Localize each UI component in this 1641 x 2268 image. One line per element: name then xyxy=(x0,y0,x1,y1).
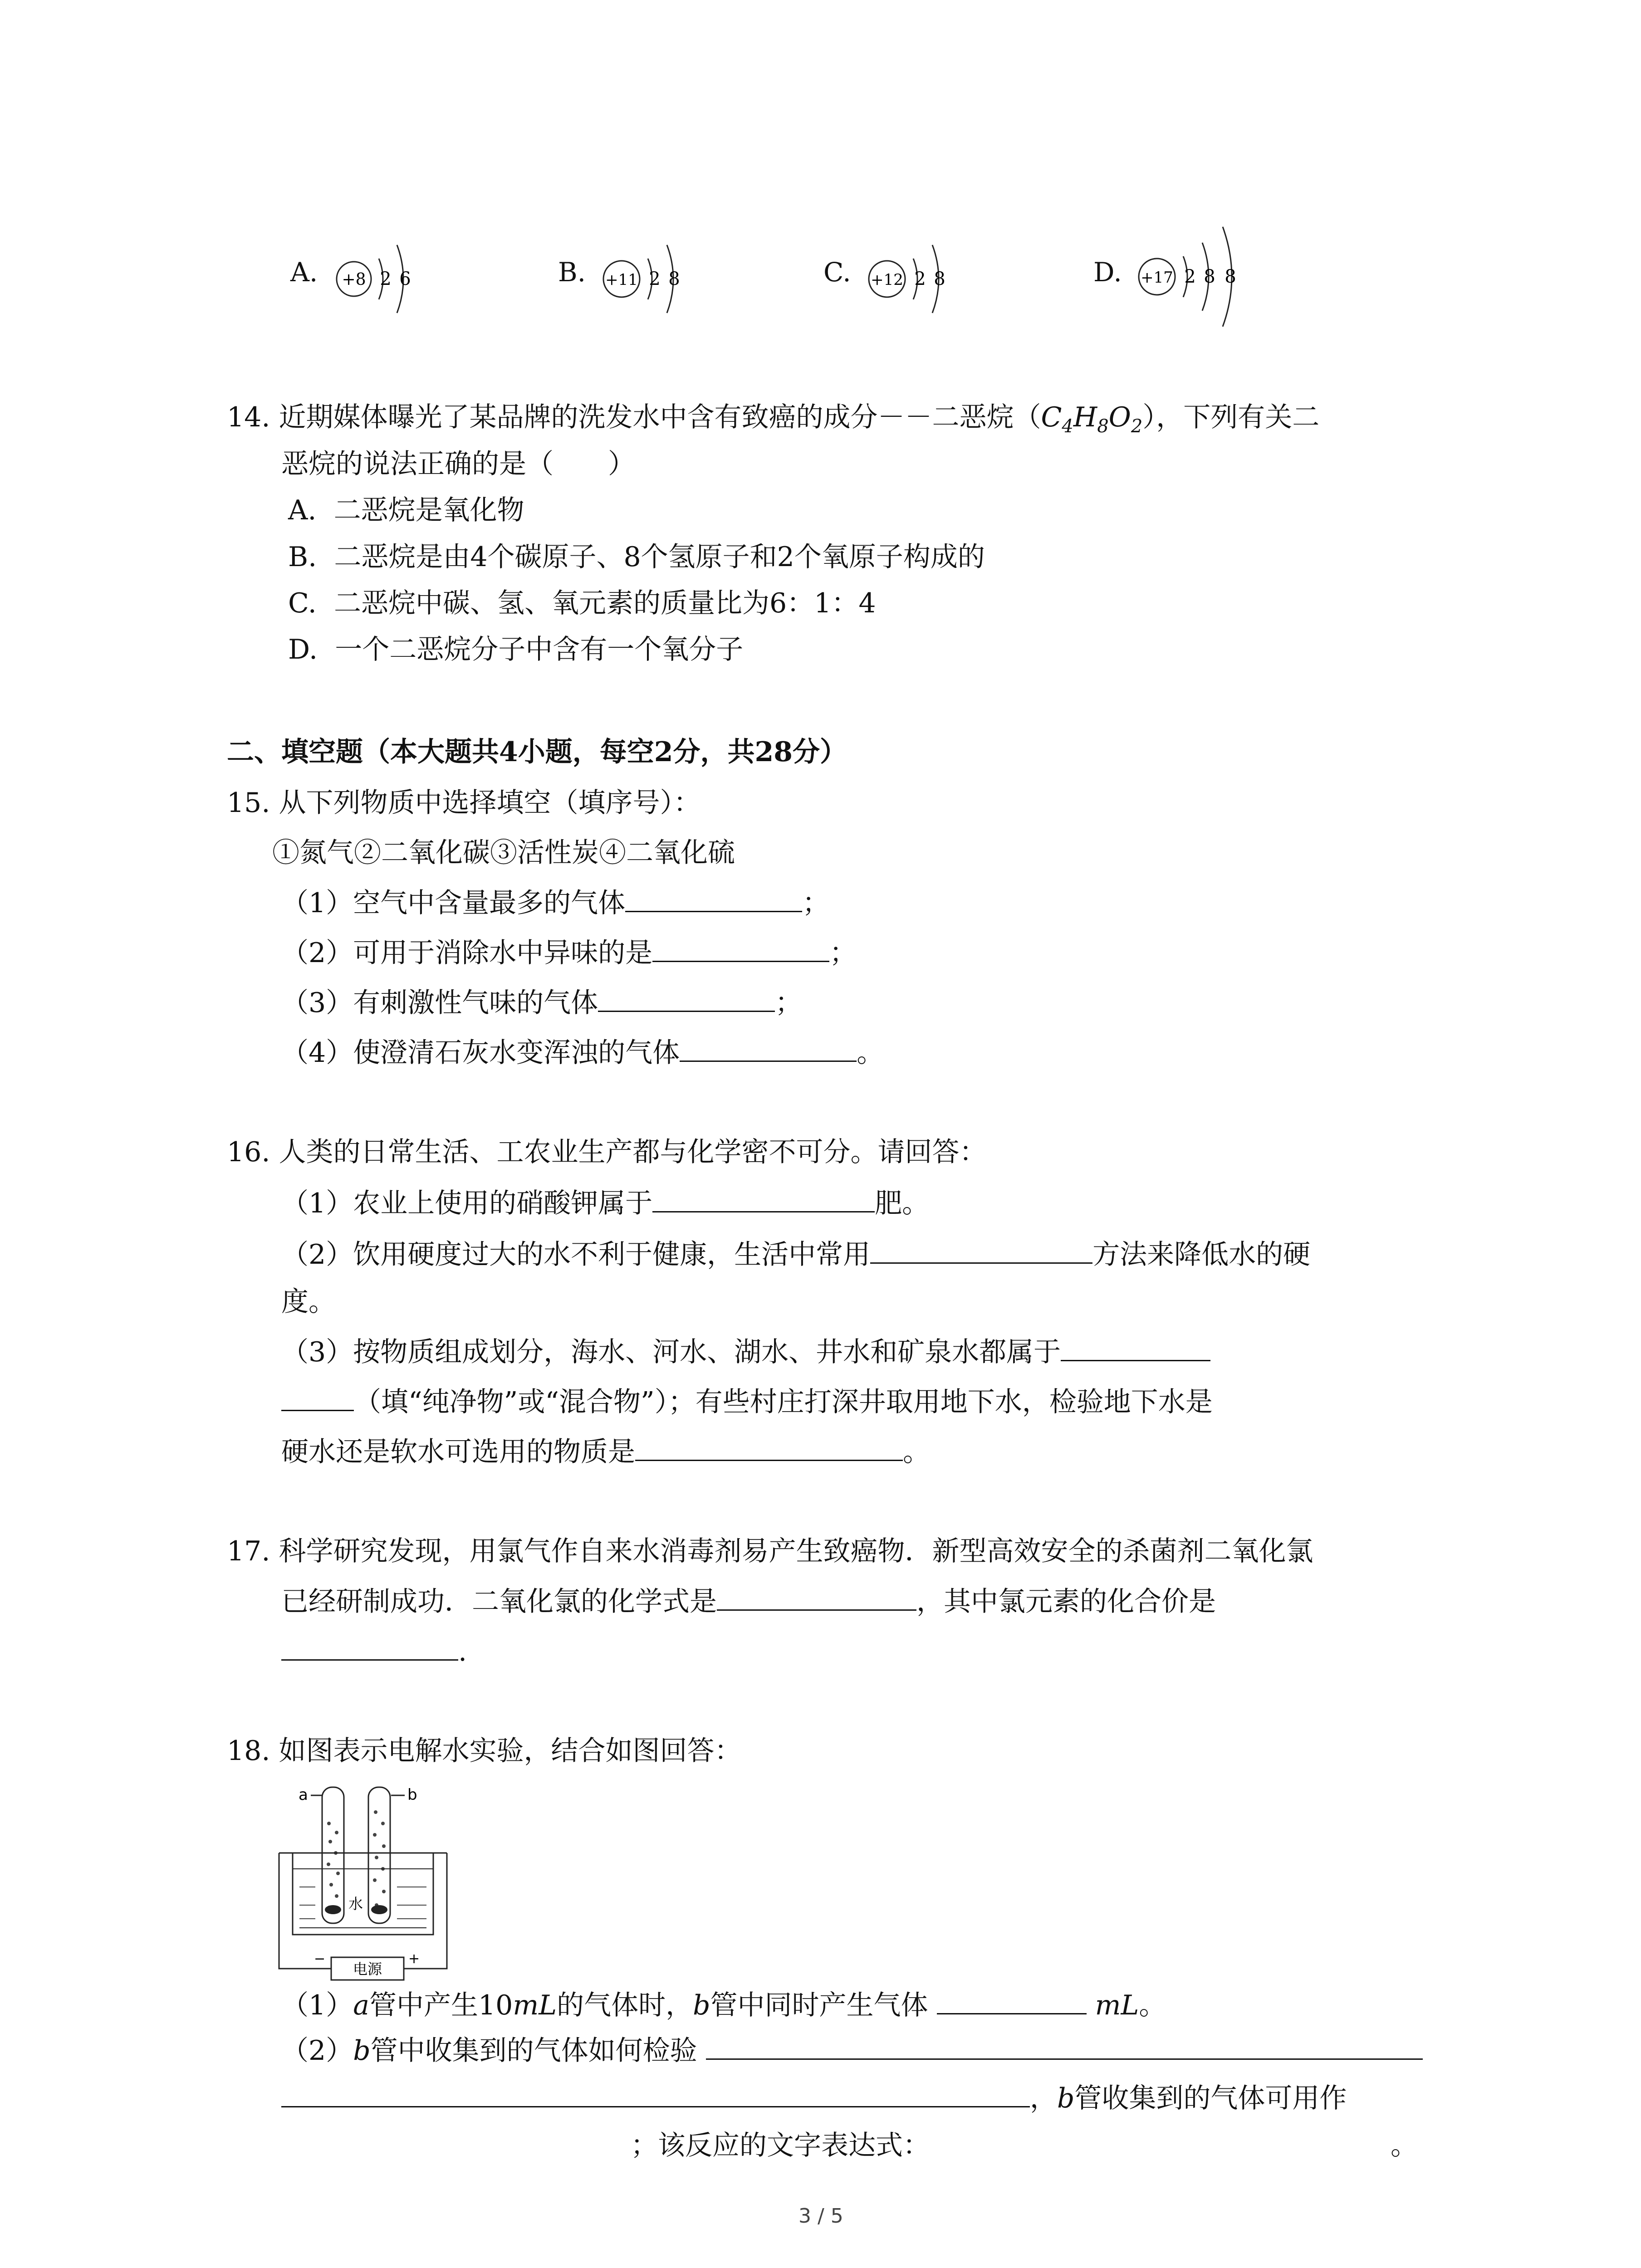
part-text: （填“纯净物”或“混合物”）；有些村庄打深井取用地下水，检验地下水是 xyxy=(354,1386,1213,1418)
part-text: 管收集到的气体可用作 xyxy=(1074,2082,1347,2114)
q16-part-2 xyxy=(281,1236,1310,1273)
q15-item-1 xyxy=(281,885,829,921)
question-number: 17. xyxy=(227,1535,270,1567)
question-number: 16. xyxy=(227,1136,270,1168)
unit: mL xyxy=(1095,1989,1139,2021)
shell-electrons: 2 xyxy=(914,269,926,289)
part-text: 的气体时， xyxy=(557,1989,693,2021)
answer-blank[interactable] xyxy=(625,885,802,912)
q16-part-1 xyxy=(281,1185,929,1222)
q15-item-2 xyxy=(281,934,857,971)
answer-blank[interactable] xyxy=(717,1583,916,1611)
water-trough xyxy=(293,1853,433,1935)
q15-stem xyxy=(227,785,701,821)
q16-part-3-cont2 xyxy=(281,1433,930,1470)
q16-stem xyxy=(227,1134,987,1170)
q14-option-c xyxy=(288,585,876,621)
plus-sign: + xyxy=(408,1951,420,1967)
q14-stem-b: ），下列有关二 xyxy=(1142,401,1320,433)
option-text: 二恶烷是由4个碳原子、8个氢原子和2个氧原子构成的 xyxy=(334,541,985,573)
q14-stem-a: 近期媒体曝光了某品牌的洗发水中含有致癌的成分－－二恶烷（ xyxy=(279,401,1041,433)
q15-choices: ①氮气②二氧化碳③活性炭④二氧化硫 xyxy=(272,837,735,869)
section-heading: 二、填空题（本大题共4小题，每空2分，共28分） xyxy=(227,736,847,768)
option-label: D. xyxy=(1093,257,1122,288)
answer-blank[interactable] xyxy=(1061,1334,1210,1361)
q17-text: ，其中氯元素的化合价是 xyxy=(916,1586,1216,1618)
option-label: B. xyxy=(288,541,317,573)
q16-part-3 xyxy=(281,1334,1210,1370)
q17-text: 科学研究发现，用氯气作自来水消毒剂易产生致癌物．新型高效安全的杀菌剂二氧化氯 xyxy=(279,1535,1313,1567)
q18-part-1 xyxy=(281,1987,1166,2024)
item-text: （4）使澄清石灰水变浑浊的气体 xyxy=(281,1037,680,1069)
option-text: 二恶烷是氧化物 xyxy=(333,494,524,526)
q14-option-a xyxy=(288,492,524,528)
nucleus-charge: +8 xyxy=(342,270,366,289)
q16-stem-text: 人类的日常生活、工农业生产都与化学密不可分。请回答： xyxy=(279,1136,987,1168)
part-text: 方法来降低水的硬 xyxy=(1092,1239,1311,1271)
option-text: 二恶烷中碳、氢、氧元素的质量比为6：1：4 xyxy=(334,587,876,619)
part-text: （1） xyxy=(281,1989,353,2021)
answer-blank[interactable] xyxy=(706,2032,1423,2060)
answer-blank[interactable] xyxy=(635,1433,903,1461)
part-text: （2） xyxy=(281,2035,353,2067)
answer-blank[interactable] xyxy=(652,934,829,962)
q18-part-2-end: 。 xyxy=(1391,2130,1418,2161)
part-text: 管中产生10 xyxy=(369,1989,513,2021)
shell-electrons: 8 xyxy=(1225,266,1236,287)
atom-diagram-c xyxy=(864,231,960,327)
unit: mL xyxy=(513,1989,557,2021)
power-label: 电源 xyxy=(353,1960,382,1978)
part-text: ；该反应的文字表达式： xyxy=(631,2130,930,2161)
part-text: 管中收集到的气体如何检验 xyxy=(370,2035,697,2067)
shell-electrons: 2 xyxy=(380,269,392,289)
option-label: C. xyxy=(288,587,317,619)
shell-electrons: 8 xyxy=(1204,266,1215,287)
option-label: A. xyxy=(288,494,317,526)
q14-stem-line2: 恶烷的说法正确的是（ ） xyxy=(281,448,635,480)
tube-label-b: b xyxy=(407,1786,417,1804)
atom-diagram-a xyxy=(333,231,424,327)
part-text: （2）饮用硬度过大的水不利于健康，生活中常用 xyxy=(281,1239,871,1271)
item-end: ； xyxy=(802,887,830,919)
q18-part-2-cont2 xyxy=(631,2127,930,2164)
shell-electrons: 2 xyxy=(1184,266,1196,287)
electrolysis-diagram xyxy=(272,1774,463,1984)
answer-blank[interactable] xyxy=(281,1383,354,1411)
tube-a xyxy=(322,1787,344,1923)
part-text: （3）按物质组成划分，海水、河水、湖水、井水和矿泉水都属于 xyxy=(281,1336,1061,1368)
page-number: 3 / 5 xyxy=(798,2204,843,2228)
option-label: A. xyxy=(290,257,318,288)
tube-b xyxy=(368,1787,390,1923)
q17-text: . xyxy=(458,1636,467,1667)
answer-blank[interactable] xyxy=(652,1185,875,1212)
shell-electrons: 8 xyxy=(668,269,680,289)
var-b: b xyxy=(353,2035,371,2067)
water-label: 水 xyxy=(348,1895,363,1912)
q18-stem xyxy=(227,1733,742,1769)
atom-diagram-d xyxy=(1134,218,1257,336)
option-label: C. xyxy=(823,257,851,288)
shell-electrons: 6 xyxy=(399,269,411,289)
var-b: b xyxy=(1057,2082,1075,2114)
part-text: 硬水还是软水可选用的物质是 xyxy=(281,1436,635,1468)
answer-blank[interactable] xyxy=(281,1633,458,1661)
q16-part-2-cont: 度。 xyxy=(281,1286,336,1318)
q14-formula: $C_4H_8O_2$ xyxy=(1041,401,1143,437)
q17-line2 xyxy=(281,1583,1216,1620)
item-text: （2）可用于消除水中异味的是 xyxy=(281,937,653,969)
nucleus-charge: +11 xyxy=(605,271,638,289)
nucleus-charge: +17 xyxy=(1141,269,1173,287)
question-number: 18. xyxy=(227,1735,270,1767)
answer-blank[interactable] xyxy=(598,984,775,1012)
part-text: 。 xyxy=(1139,1989,1166,2021)
q14-option-d xyxy=(288,631,743,668)
atom-diagram-b xyxy=(599,231,694,327)
answer-blank[interactable] xyxy=(680,1034,857,1062)
q15-item-4 xyxy=(281,1034,884,1071)
q15-stem-text: 从下列物质中选择填空（填序号）： xyxy=(279,787,701,819)
tube-label-a: a xyxy=(299,1786,308,1804)
item-end: ； xyxy=(829,937,857,969)
q14-option-b xyxy=(288,539,985,575)
q14-stem-line1 xyxy=(227,399,1319,445)
part-text: （1）农业上使用的硝酸钾属于 xyxy=(281,1188,653,1219)
q17-line3 xyxy=(281,1633,467,1670)
part-text: 。 xyxy=(903,1436,930,1468)
nucleus-charge: +12 xyxy=(871,271,903,289)
item-text: （3）有刺激性气味的气体 xyxy=(281,987,598,1019)
q18-stem-text: 如图表示电解水实验，结合如图回答： xyxy=(279,1735,742,1767)
shell-electrons: 2 xyxy=(649,269,661,289)
question-number: 15. xyxy=(227,787,270,819)
shell-electrons: 8 xyxy=(934,269,945,289)
q18-part-2 xyxy=(281,2032,1423,2069)
minus-sign: − xyxy=(314,1951,326,1967)
part-text: ， xyxy=(1030,2082,1057,2114)
item-end: ； xyxy=(775,987,803,1019)
option-text: 一个二恶烷分子中含有一个氧分子 xyxy=(335,634,744,665)
answer-blank[interactable] xyxy=(937,1987,1087,2014)
q17-line1 xyxy=(227,1533,1313,1569)
q16-part-3-cont xyxy=(281,1383,1213,1420)
item-text: （1）空气中含量最多的气体 xyxy=(281,887,626,919)
var-b: b xyxy=(693,1989,710,2021)
q18-part-2-cont xyxy=(281,2080,1347,2116)
part-text: 肥。 xyxy=(875,1188,930,1219)
option-label: B. xyxy=(558,257,586,288)
var-a: a xyxy=(353,1989,369,2021)
answer-blank[interactable] xyxy=(281,2080,1030,2107)
answer-blank[interactable] xyxy=(870,1236,1092,1264)
question-number: 14. xyxy=(227,401,270,433)
part-text: 管中同时产生气体 xyxy=(710,1989,928,2021)
item-end: 。 xyxy=(857,1037,884,1069)
q15-item-3 xyxy=(281,984,802,1021)
q17-text: 已经研制成功．二氧化氯的化学式是 xyxy=(281,1586,717,1618)
option-label: D. xyxy=(288,634,318,665)
